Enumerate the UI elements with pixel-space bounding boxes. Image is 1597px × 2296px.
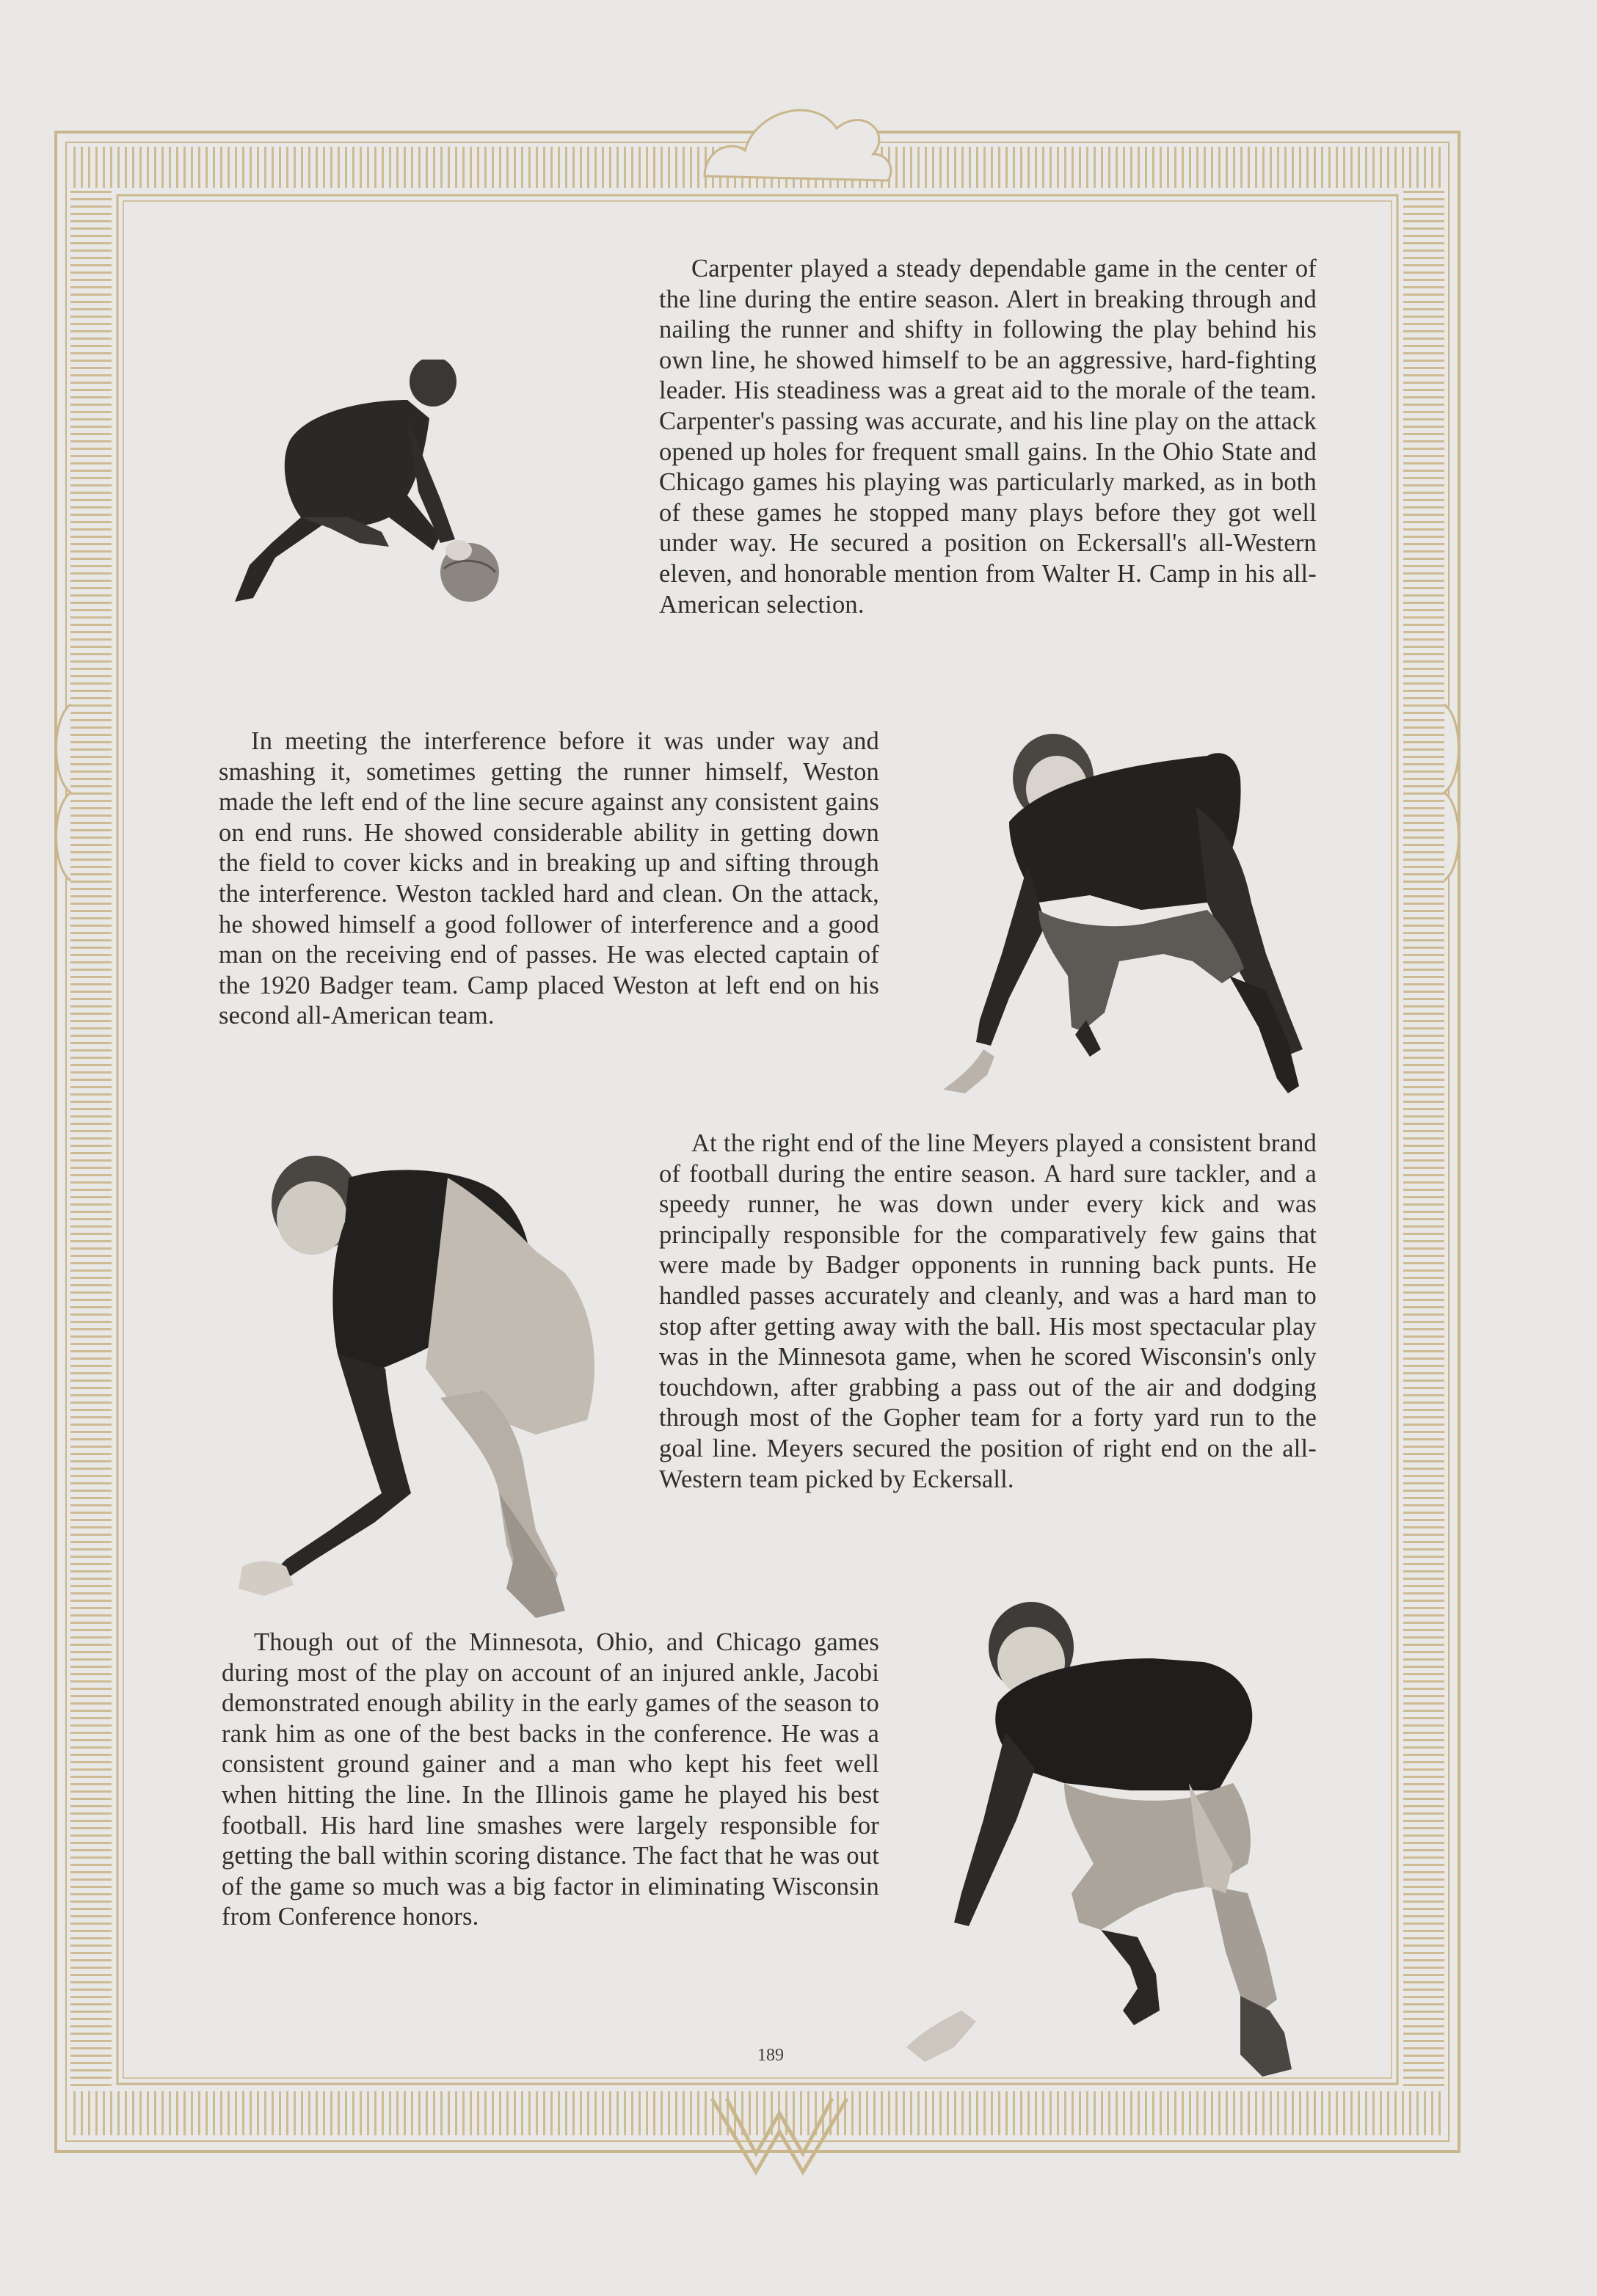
player-photo-carpenter	[220, 360, 514, 609]
player-photo-jacobi	[895, 1600, 1321, 2084]
paragraph-meyers: At the right end of the line Meyers played a consistent brand of football during the entire season. A hard sure tackler, and a speedy runner, he was down under every kick and was principally responsible for the comparatively few gains that were made by Badger opponents in running back punts. He handled passes accurately and cleanly, and was a hard man to stop after getting away with the ball. His most spectacular play was in the Minnesota game, when he scored Wisconsin's only touchdown, after grabbing a pass out of the air and dodging through most of the Gopher team for a forty yard run to the goal line. Meyers secured the position of right end on the all-Western team picked by Eckersall.	[659, 1129, 1317, 1493]
player-photo-weston	[899, 734, 1317, 1108]
cloud-ornament	[705, 110, 891, 181]
player-photo-meyers	[228, 1148, 624, 1618]
paragraph-carpenter: Carpenter played a steady dependable game in the center of the line during the entire season. Alert in breaking through and nailing the runner and shifty in following the play behind his own line, he showed himself to be an aggressive, hard-fighting leader. His steadiness was a great aid to the morale of the team. Carpenter's passing was accurate, and his line play on the attack opened up holes for frequent small gains. In the Ohio State and Chicago games his playing was particularly marked, as in both of these games he stopped many plays before they got well under way. He secured a position on Eckersall's all-Western eleven, and honorable mention from Walter H. Camp in his all-American selection.	[659, 255, 1317, 619]
paragraph-weston: In meeting the interference before it was under way and smashing it, sometimes getting the runner himself, Weston made the left end of the line secure against any consistent gains on end runs. He showed considerable ability in getting down the field to cover kicks and in breaking up and sifting through the interference. Weston tackled hard and clean. On the attack, he showed himself a good follower of interference and a good man on the receiving end of passes. He was elected captain of the 1920 Badger team. Camp placed Weston at left end on his second all-American team.	[219, 727, 879, 1030]
page-number: 189	[757, 2046, 784, 2065]
paragraph-jacobi: Though out of the Minnesota, Ohio, and Chicago games during most of the play on account of an injured ankle, Jacobi demonstrated enough ability in the early games of the season to rank him as one of the best backs in the conference. He was a consistent ground gainer and a man who kept his feet well when hitting the line. In the Illinois game he played his best football. His hard line smashes were largely responsible for getting the ball within scoring distance. The fact that he was out of the game so much was a big factor in eliminating Wisconsin from Conference honors.	[222, 1628, 879, 1931]
